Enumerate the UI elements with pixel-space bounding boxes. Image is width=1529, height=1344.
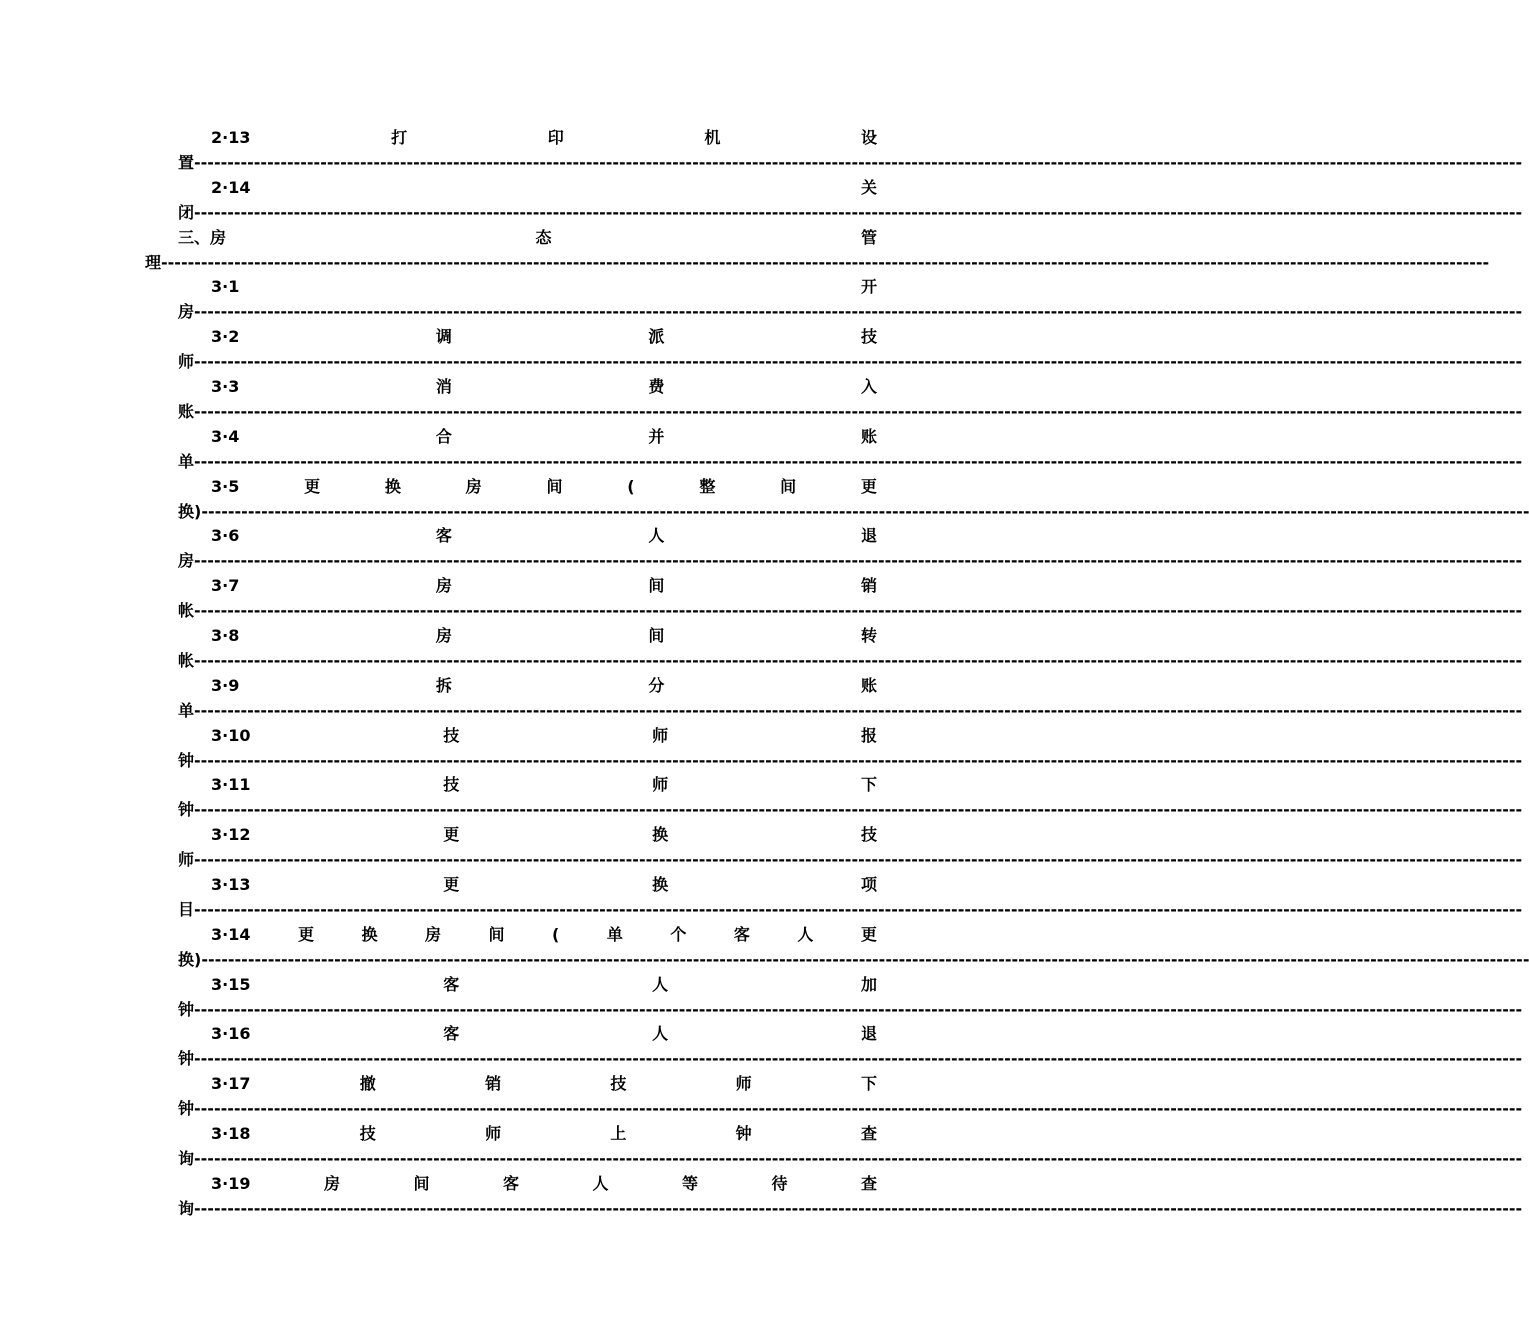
toc-entry-title-char: 间 — [546, 477, 563, 496]
toc-entry-title-char: 分 — [648, 676, 665, 695]
toc-entry-title-char: 技 — [610, 1074, 627, 1093]
toc-entry-number: 3·6 — [211, 526, 240, 545]
toc-entry-title-tail: 师 — [178, 850, 195, 869]
toc-entry-title-char: 印 — [547, 128, 564, 147]
toc-entry-title-tail: 置 — [178, 153, 195, 172]
toc-entry-title-char: 换 — [384, 477, 401, 496]
toc-entry-title-tail: 钟 — [178, 751, 195, 770]
toc-entry-title-char: 房 — [435, 626, 452, 645]
dash-leader: -------------------------------------------------------------------------------------------------------------------------------------------------------------------------------------------------------- — [194, 153, 1523, 172]
toc-entry-title-char: 拆 — [435, 676, 452, 695]
dash-leader: -------------------------------------------------------------------------------------------------------------------------------------------------------------------------------------------------------- — [194, 402, 1523, 421]
toc-entry-title-char: 技 — [359, 1124, 376, 1143]
toc-entry-number: 3·15 — [211, 975, 251, 994]
toc-entry-title-char: 单 — [606, 925, 623, 944]
toc-entry-title-char: 调 — [435, 327, 452, 346]
dash-leader: -------------------------------------------------------------------------------------------------------------------------------------------------------------------------------------------------------- — [194, 302, 1523, 321]
dash-leader: -------------------------------------------------------------------------------------------------------------------------------------------------------------------------------------------------------- — [194, 452, 1523, 471]
toc-entry-title-char: 设 — [860, 128, 877, 147]
dash-leader: -------------------------------------------------------------------------------------------------------------------------------------------------------------------------------------------------------- — [194, 850, 1523, 869]
toc-entry-title-char: 退 — [860, 1024, 877, 1043]
toc-entry-title-tail: 钟 — [178, 1000, 195, 1019]
toc-entry-title-char: 加 — [860, 975, 877, 994]
toc-entry-title-char: 换 — [361, 925, 378, 944]
dash-leader: -------------------------------------------------------------------------------------------------------------------------------------------------------------------------------------------------------- — [161, 253, 1490, 272]
toc-entry-title-char: 房 — [465, 477, 482, 496]
toc-entry-title-char: 换 — [652, 825, 669, 844]
toc-entry[interactable] — [0, 326, 1523, 376]
toc-entry[interactable] — [0, 476, 1529, 526]
toc-entry-title-char: 账 — [860, 676, 877, 695]
toc-entry-number: 3·1 — [211, 277, 240, 296]
toc-entry-title-char: 房 — [323, 1174, 340, 1193]
toc-entry-title-char: 机 — [704, 128, 721, 147]
toc-entry-title-tail: 闭 — [178, 203, 195, 222]
toc-entry-title-char: 查 — [860, 1124, 877, 1143]
dash-leader: -------------------------------------------------------------------------------------------------------------------------------------------------------------------------------------------------------- — [194, 601, 1523, 620]
toc-entry-title-char: 技 — [443, 775, 460, 794]
toc-entry-title-char: 转 — [860, 626, 877, 645]
dash-leader: -------------------------------------------------------------------------------------------------------------------------------------------------------------------------------------------------------- — [194, 900, 1523, 919]
toc-entry-title-tail: 账 — [178, 402, 195, 421]
toc-entry-title-char: 更 — [860, 477, 877, 496]
toc-entry-number: 2·13 — [211, 128, 251, 147]
toc-entry-number: 三、房 — [178, 228, 227, 247]
toc-entry-title-char: 人 — [797, 925, 814, 944]
toc-entry[interactable] — [0, 1123, 1523, 1173]
toc-entry-title-char: 开 — [860, 277, 877, 296]
toc-entry-title-char: ( — [552, 925, 560, 944]
toc-entry[interactable] — [0, 1173, 1523, 1223]
toc-entry-title-char: 客 — [502, 1174, 519, 1193]
toc-entry-title-tail: 房 — [178, 551, 195, 570]
toc-entry-title-char: 下 — [860, 775, 877, 794]
toc-entry-title-tail: 钟 — [178, 1049, 195, 1068]
toc-entry-title-char: 房 — [435, 576, 452, 595]
toc-entry-title-char: 师 — [735, 1074, 752, 1093]
toc-entry-title-char: 关 — [860, 178, 877, 197]
dash-leader: -------------------------------------------------------------------------------------------------------------------------------------------------------------------------------------------------------- — [194, 701, 1523, 720]
toc-entry-title-char: 人 — [652, 1024, 669, 1043]
toc-entry-title-char: 管 — [860, 228, 877, 247]
toc-entry-title-char: 打 — [391, 128, 408, 147]
toc-entry-number: 3·9 — [211, 676, 240, 695]
toc-entry-title-char: 客 — [443, 975, 460, 994]
toc-entry-number: 3·12 — [211, 825, 251, 844]
toc-entry-title-char: 态 — [535, 228, 552, 247]
toc-entry-title-tail: 帐 — [178, 601, 195, 620]
toc-entry-title-char: 技 — [443, 726, 460, 745]
toc-entry-number: 3·5 — [211, 477, 240, 496]
toc-entry-title-tail: 换) — [178, 502, 202, 521]
toc-entry-title-char: 销 — [485, 1074, 502, 1093]
toc-entry-title-char: 客 — [443, 1024, 460, 1043]
toc-entry-title-tail: 帐 — [178, 651, 195, 670]
toc-entry-title-char: 技 — [860, 825, 877, 844]
toc-entry-title-char: 消 — [435, 377, 452, 396]
toc-entry-title-char: 房 — [425, 925, 442, 944]
toc-entry-title-char: 等 — [681, 1174, 698, 1193]
dash-leader: -------------------------------------------------------------------------------------------------------------------------------------------------------------------------------------------------------- — [194, 1049, 1523, 1068]
toc-entry-title-char: 上 — [610, 1124, 627, 1143]
toc-entry-number: 3·18 — [211, 1124, 251, 1143]
toc-entry[interactable] — [0, 675, 1523, 725]
toc-entry-title-char: 人 — [592, 1174, 609, 1193]
toc-entry[interactable] — [0, 426, 1523, 476]
toc-entry[interactable] — [0, 725, 1523, 775]
toc-entry-title-char: 人 — [652, 975, 669, 994]
dash-leader: -------------------------------------------------------------------------------------------------------------------------------------------------------------------------------------------------------- — [201, 502, 1529, 521]
toc-entry-title-char: 并 — [648, 427, 665, 446]
toc-entry-number: 3·2 — [211, 327, 240, 346]
toc-entry-title-char: 更 — [297, 925, 314, 944]
toc-entry-title-char: 销 — [860, 576, 877, 595]
dash-leader: -------------------------------------------------------------------------------------------------------------------------------------------------------------------------------------------------------- — [194, 1099, 1523, 1118]
toc-entry-number: 3·19 — [211, 1174, 251, 1193]
toc-entry-title-char: 账 — [860, 427, 877, 446]
toc-entry-title-char: 间 — [780, 477, 797, 496]
toc-entry-number: 3·8 — [211, 626, 240, 645]
toc-entry-number: 3·7 — [211, 576, 240, 595]
toc-entry-title-tail: 师 — [178, 352, 195, 371]
toc-entry-title-char: 人 — [648, 526, 665, 545]
toc-entry-title-tail: 单 — [178, 452, 195, 471]
toc-entry-title-char: 个 — [670, 925, 687, 944]
toc-entry-title-char: 撤 — [359, 1074, 376, 1093]
toc-entry-title-char: ( — [627, 477, 635, 496]
toc-entry-title-char: 费 — [648, 377, 665, 396]
toc-entry-title-char: 间 — [488, 925, 505, 944]
dash-leader: -------------------------------------------------------------------------------------------------------------------------------------------------------------------------------------------------------- — [194, 1000, 1523, 1019]
toc-entry[interactable] — [0, 824, 1523, 874]
toc-entry-number: 3·14 — [211, 925, 251, 944]
toc-entry-title-char: 间 — [648, 626, 665, 645]
toc-entry[interactable] — [0, 774, 1523, 824]
toc-entry-title-char: 派 — [648, 327, 665, 346]
toc-entry-number: 3·10 — [211, 726, 251, 745]
toc-entry[interactable] — [0, 525, 1523, 575]
toc-entry-title-char: 合 — [435, 427, 452, 446]
toc-entry-number: 3·16 — [211, 1024, 251, 1043]
toc-entry-number: 3·13 — [211, 875, 251, 894]
dash-leader: -------------------------------------------------------------------------------------------------------------------------------------------------------------------------------------------------------- — [201, 950, 1529, 969]
toc-entry-title-char: 师 — [485, 1124, 502, 1143]
toc-entry-title-char: 下 — [860, 1074, 877, 1093]
toc-entry-title-char: 查 — [860, 1174, 877, 1193]
toc-entry-title-char: 客 — [435, 526, 452, 545]
toc-entry-number: 3·11 — [211, 775, 251, 794]
toc-entry[interactable] — [0, 575, 1523, 625]
dash-leader: -------------------------------------------------------------------------------------------------------------------------------------------------------------------------------------------------------- — [194, 203, 1523, 222]
toc-entry-title-char: 换 — [652, 875, 669, 894]
toc-entry-number: 3·17 — [211, 1074, 251, 1093]
dash-leader: -------------------------------------------------------------------------------------------------------------------------------------------------------------------------------------------------------- — [194, 1149, 1523, 1168]
toc-entry-title-char: 项 — [860, 875, 877, 894]
toc-entry-title-char: 师 — [652, 775, 669, 794]
toc-entry-title-char: 更 — [304, 477, 321, 496]
toc-entry-title-char: 更 — [860, 925, 877, 944]
toc-entry[interactable] — [0, 625, 1523, 675]
toc-entry[interactable] — [0, 127, 1523, 177]
toc-entry[interactable] — [0, 177, 1523, 227]
toc-entry[interactable] — [0, 376, 1523, 426]
dash-leader: -------------------------------------------------------------------------------------------------------------------------------------------------------------------------------------------------------- — [194, 751, 1523, 770]
dash-leader: -------------------------------------------------------------------------------------------------------------------------------------------------------------------------------------------------------- — [194, 800, 1523, 819]
toc-entry-title-char: 技 — [860, 327, 877, 346]
toc-entry-title-char: 间 — [648, 576, 665, 595]
toc-entry-title-tail: 换) — [178, 950, 202, 969]
toc-entry-title-char: 整 — [699, 477, 716, 496]
dash-leader: -------------------------------------------------------------------------------------------------------------------------------------------------------------------------------------------------------- — [194, 651, 1523, 670]
toc-entry[interactable] — [0, 924, 1529, 974]
toc-entry[interactable] — [0, 874, 1523, 924]
toc-entry-title-tail: 询 — [178, 1199, 195, 1218]
toc-entry-title-char: 入 — [860, 377, 877, 396]
toc-entry[interactable] — [0, 227, 1490, 277]
toc-entry-title-char: 钟 — [735, 1124, 752, 1143]
toc-entry-title-char: 待 — [771, 1174, 788, 1193]
toc-entry-number: 3·4 — [211, 427, 240, 446]
toc-entry-title-tail: 目 — [178, 900, 195, 919]
toc-entry-number: 2·14 — [211, 178, 251, 197]
dash-leader: -------------------------------------------------------------------------------------------------------------------------------------------------------------------------------------------------------- — [194, 352, 1523, 371]
toc-entry[interactable] — [0, 1023, 1523, 1073]
toc-entry[interactable] — [0, 974, 1523, 1024]
toc-entry-title-tail: 询 — [178, 1149, 195, 1168]
toc-entry[interactable] — [0, 276, 1523, 326]
dash-leader: -------------------------------------------------------------------------------------------------------------------------------------------------------------------------------------------------------- — [194, 1199, 1523, 1218]
toc-entry-title-char: 间 — [413, 1174, 430, 1193]
toc-entry-title-char: 师 — [652, 726, 669, 745]
toc-entry-title-tail: 房 — [178, 302, 195, 321]
toc-entry-title-char: 更 — [443, 875, 460, 894]
toc-entry[interactable] — [0, 1073, 1523, 1123]
toc-entry-title-char: 退 — [860, 526, 877, 545]
toc-entry-title-tail: 钟 — [178, 800, 195, 819]
toc-entry-title-char: 报 — [860, 726, 877, 745]
toc-entry-title-char: 客 — [733, 925, 750, 944]
toc-entry-title-tail: 理 — [145, 253, 162, 272]
toc-entry-title-char: 更 — [443, 825, 460, 844]
toc-entry-number: 3·3 — [211, 377, 240, 396]
dash-leader: -------------------------------------------------------------------------------------------------------------------------------------------------------------------------------------------------------- — [194, 551, 1523, 570]
toc-entry-title-tail: 单 — [178, 701, 195, 720]
toc-entry-title-tail: 钟 — [178, 1099, 195, 1118]
